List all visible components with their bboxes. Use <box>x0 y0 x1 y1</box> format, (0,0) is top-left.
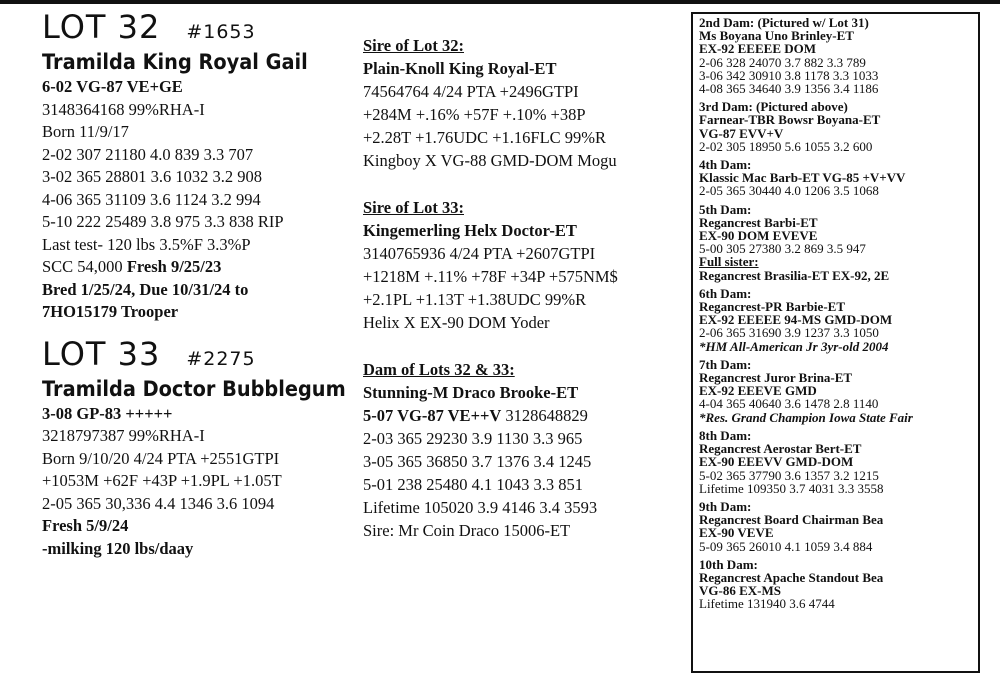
pedigree-entry <box>699 16 972 95</box>
pedigree-heading: 5th Dam: <box>699 201 752 217</box>
dam-record-line: Sire: Mr Coin Draco 15006-ET <box>363 521 571 540</box>
pedigree-name: EX-92 EEEEE 94-MS GMD-DOM <box>699 312 893 328</box>
pedigree-record: 5-02 365 37790 3.6 1357 3.2 1215 <box>699 467 879 483</box>
lot33-lines <box>42 425 362 515</box>
pedigree-name: Klassic Mac Barb-ET VG-85 +V+VV <box>699 170 906 186</box>
pedigree-entry <box>699 100 972 153</box>
lot32-scc-line <box>42 256 362 279</box>
record-line: Born 11/9/17 <box>42 122 129 141</box>
pedigree-record: 3-06 342 30910 3.8 1178 3.3 1033 <box>699 67 879 83</box>
pedigree-record: 2-02 305 18950 5.6 1055 3.2 600 <box>699 138 873 154</box>
pedigree-name: EX-90 EEEVV GMD-DOM <box>699 454 854 470</box>
sire32-section <box>363 34 683 172</box>
pedigree-name: Regancrest Barbi-ET <box>699 214 818 230</box>
pedigree-name: EX-90 VEVE <box>699 525 774 541</box>
sire-info-line: +1218M +.11% +78F +34P +575NM$ <box>363 267 618 286</box>
record-line: 2-02 307 21180 4.0 839 3.3 707 <box>42 144 254 164</box>
pedigree-entry <box>699 158 972 198</box>
pedigree-entry <box>699 287 972 353</box>
pedigree-name: Farnear-TBR Bowsr Boyana-ET <box>699 112 881 128</box>
record-line: 5-10 222 25489 3.8 975 3.3 838 RIP <box>42 212 284 231</box>
lot32-lines <box>42 99 362 257</box>
top-rule <box>0 0 1000 4</box>
dam-record-line: 3-05 365 36850 3.7 1376 3.4 1245 <box>363 452 592 471</box>
dam-record-line: Lifetime 105020 3.9 4146 3.4 3593 <box>363 498 598 517</box>
pedigree-heading: 9th Dam: <box>699 498 752 514</box>
lot32-header <box>42 10 362 49</box>
sire32-name: Plain-Knoll King Royal-ET <box>363 59 557 78</box>
lot32-section <box>42 10 362 560</box>
dam-lines <box>363 427 683 542</box>
sire33-section <box>363 196 683 334</box>
pedigree-heading: 10th Dam: <box>699 556 758 572</box>
pedigree-entry <box>699 255 972 281</box>
dam-reg: 3128648829 <box>501 406 588 425</box>
pedigree-heading: 6th Dam: <box>699 285 752 301</box>
pedigree-entry <box>699 558 972 611</box>
lot32-bred-1: Bred 1/25/24, Due 10/31/24 to <box>42 279 249 299</box>
dam-record-line: 2-03 365 29230 3.9 1130 3.3 965 <box>363 429 583 448</box>
lot32-bred-2: 7HO15179 Trooper <box>42 302 179 321</box>
record-line: 2-05 365 30,336 4.4 1346 3.6 1094 <box>42 493 275 513</box>
pedigree-heading: 3rd Dam: (Pictured above) <box>699 99 848 115</box>
pedigree-entry <box>699 500 972 553</box>
sire33-name: Kingemerling Helx Doctor-ET <box>363 221 577 240</box>
lot33-header <box>42 334 362 376</box>
sire-info-line: +284M +.16% +57F +.10% +38P <box>363 105 586 124</box>
dam-name: Stunning-M Draco Brooke-ET <box>363 383 579 402</box>
pedigree-name: Regancrest Juror Brina-ET <box>699 370 853 386</box>
lot33-fresh: Fresh 5/9/24 <box>42 516 129 535</box>
lot32-name: Tramilda King Royal Gail <box>42 50 308 74</box>
pedigree-heading: Full sister: <box>699 254 759 270</box>
pedigree-entry <box>699 203 972 256</box>
lot32-number: #1653 <box>186 21 256 43</box>
pedigree-entry <box>699 429 972 495</box>
sire32-lines <box>363 80 683 172</box>
sire-info-line: +2.1PL +1.13T +1.38UDC 99%R <box>363 290 587 309</box>
lot33-class: 3-08 GP-83 +++++ <box>42 403 173 423</box>
record-line: 3148364168 99%RHA-I <box>42 99 205 119</box>
record-line: 3-02 365 28801 3.6 1032 3.2 908 <box>42 167 262 186</box>
pedigree-name: EX-90 DOM EVEVE <box>699 228 818 244</box>
pedigree-name: VG-86 EX-MS <box>699 583 781 599</box>
pedigree-entry <box>699 358 972 424</box>
pedigree-name: Regancrest-PR Barbie-ET <box>699 299 845 315</box>
lot32-scc: SCC 54,000 <box>42 257 127 276</box>
record-line: 4-06 365 31109 3.6 1124 3.2 994 <box>42 189 261 209</box>
pedigree-record: Lifetime 109350 3.7 4031 3.3 3558 <box>699 480 884 496</box>
pedigree-name: Regancrest Aerostar Bert-ET <box>699 441 862 457</box>
pedigree-record: 5-09 365 26010 4.1 1059 3.4 884 <box>699 538 873 554</box>
pedigree-record: 2-06 365 31690 3.9 1237 3.3 1050 <box>699 325 879 341</box>
pedigree-honor: *Res. Grand Champion Iowa State Fair <box>699 409 913 425</box>
dam-record-line: 5-01 238 25480 4.1 1043 3.3 851 <box>363 475 583 494</box>
dam-heading: Dam of Lots 32 & 33: <box>363 360 515 379</box>
pedigree-name: VG-87 EVV+V <box>699 125 784 141</box>
lot33-title: LOT 33 <box>42 334 161 373</box>
pedigree-record: 2-05 365 30440 4.0 1206 3.5 1068 <box>699 183 879 199</box>
lot33-number: #2275 <box>186 347 256 370</box>
lot33-milking: -milking 120 lbs/daay <box>42 538 194 558</box>
pedigree-panel <box>691 12 980 673</box>
sire32-heading: Sire of Lot 32: <box>363 36 464 55</box>
dam-class-line <box>363 404 683 427</box>
lot33-name: Tramilda Doctor Bubblegum <box>42 376 346 401</box>
pedigree-record: Lifetime 131940 3.6 4744 <box>699 596 835 612</box>
pedigree-record: 2-06 328 24070 3.7 882 3.3 789 <box>699 54 866 70</box>
pedigree-name: Regancrest Board Chairman Bea <box>699 512 884 528</box>
record-line: Last test- 120 lbs 3.5%F 3.3%P <box>42 234 251 254</box>
dam-section <box>363 358 683 542</box>
sire-info-line: 3140765936 4/24 PTA +2607GTPI <box>363 244 596 263</box>
sire-info-line: Kingboy X VG-88 GMD-DOM Mogu <box>363 151 617 170</box>
record-line: Born 9/10/20 4/24 PTA +2551GTPI <box>42 448 280 468</box>
record-line: 3218797387 99%RHA-I <box>42 426 205 445</box>
sire-info-line: Helix X EX-90 DOM Yoder <box>363 313 550 332</box>
sire-info-line: 74564764 4/24 PTA +2496GTPI <box>363 82 579 101</box>
pedigree-heading: 2nd Dam: (Pictured w/ Lot 31) <box>699 15 869 30</box>
pedigree-record: 4-08 365 34640 3.9 1356 3.4 1186 <box>699 81 879 97</box>
pedigree-heading: 7th Dam: <box>699 356 752 372</box>
lot32-title: LOT 32 <box>42 8 161 46</box>
pedigree-record: 5-00 305 27380 3.2 869 3.5 947 <box>699 241 866 257</box>
dam-class: 5-07 VG-87 VE++V <box>363 406 502 425</box>
lot32-class: 6-02 VG-87 VE+GE <box>42 77 183 96</box>
sire-info-line: +2.28T +1.76UDC +1.16FLC 99%R <box>363 128 607 147</box>
pedigree-name: EX-92 EEEVE GMD <box>699 383 817 399</box>
lot32-fresh: Fresh 9/25/23 <box>126 257 222 276</box>
pedigree-honor: *HM All-American Jr 3yr-old 2004 <box>699 338 889 354</box>
record-line: +1053M +62F +43P +1.9PL +1.05T <box>42 471 282 490</box>
pedigree-name: Regancrest Apache Standout Bea <box>699 569 884 585</box>
pedigree-name: Ms Boyana Uno Brinley-ET <box>699 28 854 44</box>
pedigree-record: 4-04 365 40640 3.6 1478 2.8 1140 <box>699 396 879 412</box>
pedigree-heading: 4th Dam: <box>699 157 752 173</box>
sire33-lines <box>363 242 683 334</box>
pedigree-name: EX-92 EEEEE DOM <box>699 41 817 57</box>
sire33-heading: Sire of Lot 33: <box>363 198 464 217</box>
pedigree-name: Regancrest Brasilia-ET EX-92, 2E <box>699 267 890 283</box>
pedigree-heading: 8th Dam: <box>699 427 752 443</box>
